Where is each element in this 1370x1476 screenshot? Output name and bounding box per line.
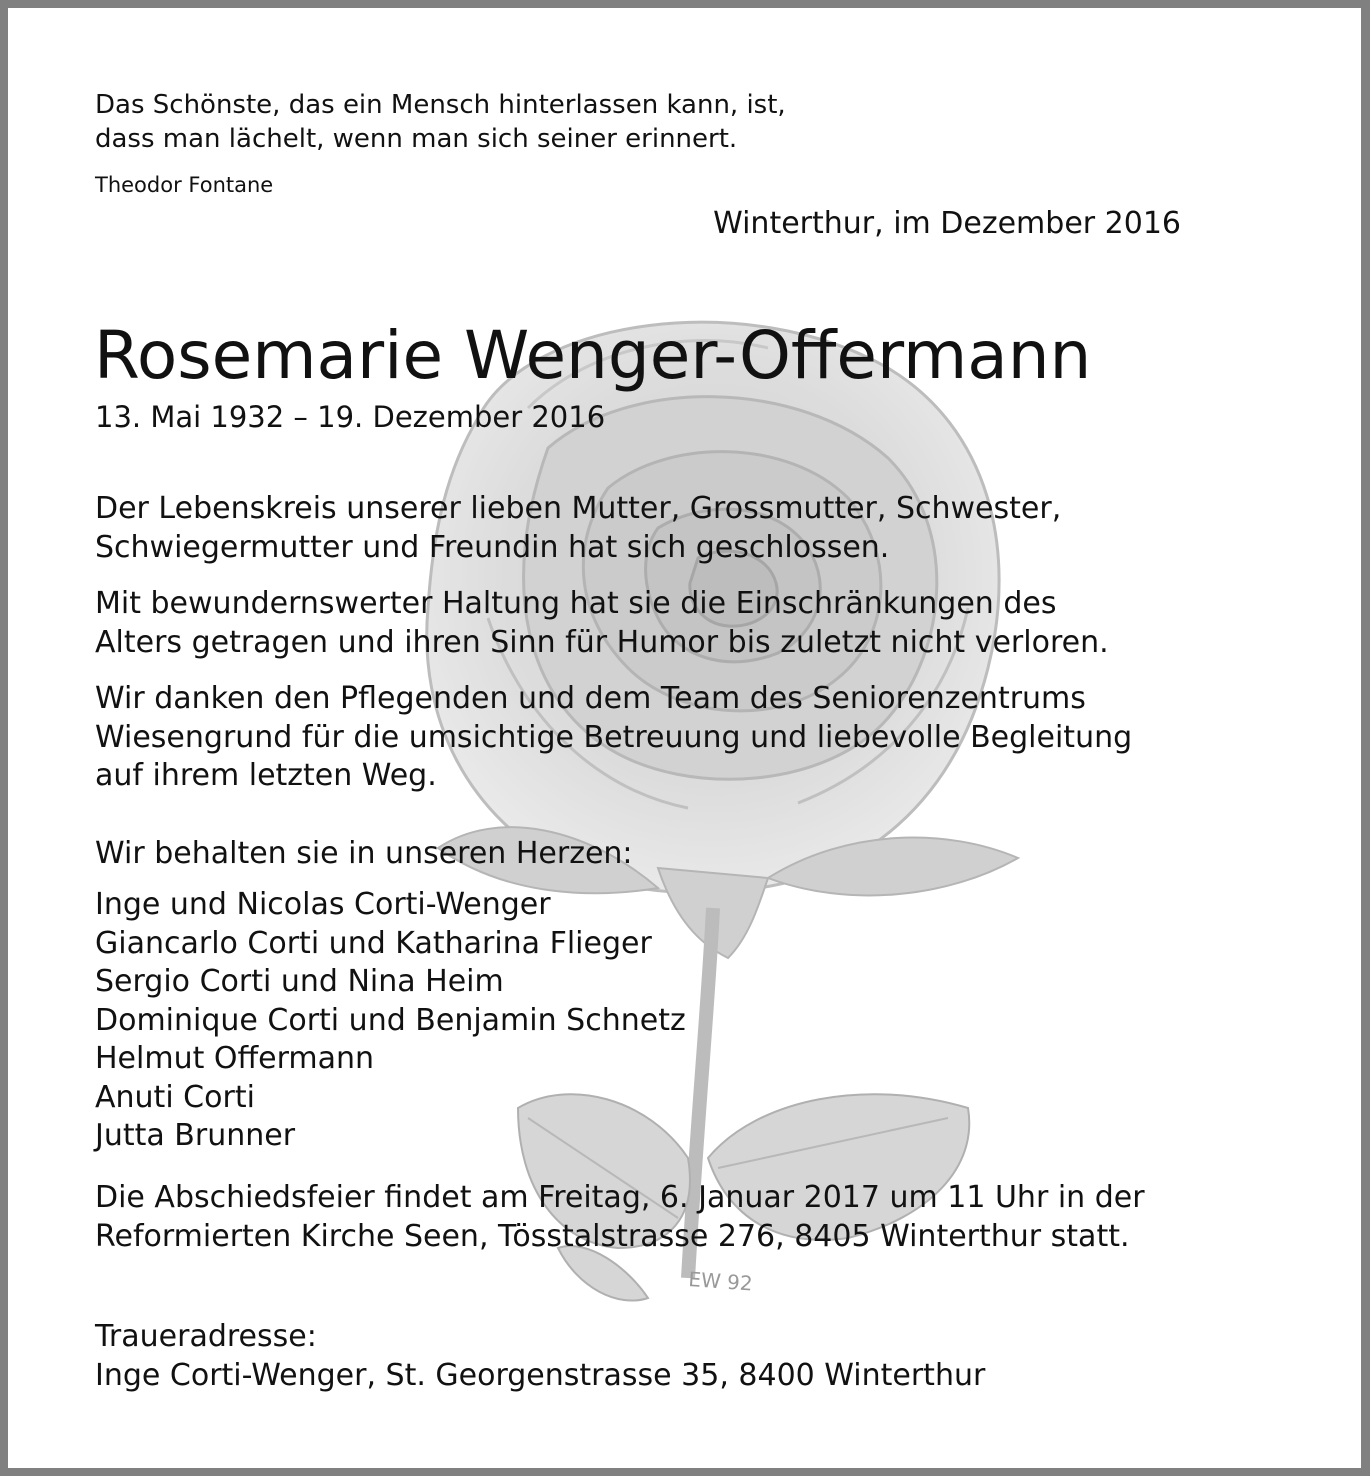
ceremony-line: Die Abschiedsfeier findet am Freitag, 6. Januar 2017 um 11 Uhr in der — [95, 1180, 1145, 1215]
survivor-name: Helmut Offermann — [95, 1041, 375, 1076]
address-label: Traueradresse: — [95, 1319, 317, 1354]
paragraph-line: Alters getragen und ihren Sinn für Humor bis zuletzt nicht verloren. — [95, 624, 1109, 660]
mourning-address — [95, 1318, 985, 1395]
survivor-name: Sergio Corti und Nina Heim — [95, 964, 504, 999]
place-date: Winterthur, im Dezember 2016 — [713, 206, 1181, 241]
survivor-name: Anuti Corti — [95, 1079, 255, 1115]
paragraph-line: auf ihrem letzten Weg. — [95, 758, 437, 793]
survivor-name: Dominique Corti und Benjamin Schnetz — [95, 1002, 686, 1038]
quote-author: Theodor Fontane — [95, 173, 274, 197]
address-value: Inge Corti-Wenger, St. Georgenstrasse 35, 8400 Winterthur — [95, 1357, 986, 1393]
deceased-name: Rosemarie Wenger-Offermann — [94, 317, 1092, 394]
rose-illustration — [328, 288, 1068, 1328]
quote — [95, 88, 786, 156]
quote-line: dass man lächelt, wenn man sich seiner erinnert. — [95, 124, 738, 154]
ceremony-line: Reformierten Kirche Seen, Tösstalstrasse 276, 8405 Winterthur statt. — [95, 1218, 1130, 1254]
life-dates: 13. Mai 1932 – 19. Dezember 2016 — [95, 400, 606, 434]
paragraph-line: Mit bewundernswerter Haltung hat sie die Einschränkungen des — [95, 586, 1057, 621]
survivor-name: Inge und Nicolas Corti-Wenger — [95, 887, 551, 922]
survivors-list — [95, 886, 686, 1156]
survivor-name: Jutta Brunner — [95, 1118, 296, 1153]
paragraph-attitude — [95, 585, 1109, 662]
ceremony-info — [95, 1179, 1145, 1256]
paragraph-line: Schwiegermutter und Freundin hat sich geschlossen. — [95, 529, 890, 565]
paragraph-line: Wir danken den Pflegenden und dem Team des Seniorenzentrums — [95, 681, 1086, 716]
paragraph-line: Wiesengrund für die umsichtige Betreuung und liebevolle Begleitung — [95, 719, 1133, 755]
quote-line: Das Schönste, das ein Mensch hinterlassen kann, ist, — [95, 90, 786, 120]
paragraph-thanks — [95, 680, 1132, 796]
paragraph-life-circle — [95, 490, 1061, 567]
survivors-intro: Wir behalten sie in unseren Herzen: — [95, 836, 633, 871]
rose-signature: EW 92 — [687, 1267, 754, 1296]
survivor-name: Giancarlo Corti und Katharina Flieger — [95, 925, 652, 961]
obituary-page — [8, 8, 1361, 1468]
paragraph-line: Der Lebenskreis unserer lieben Mutter, Grossmutter, Schwester, — [95, 491, 1062, 526]
